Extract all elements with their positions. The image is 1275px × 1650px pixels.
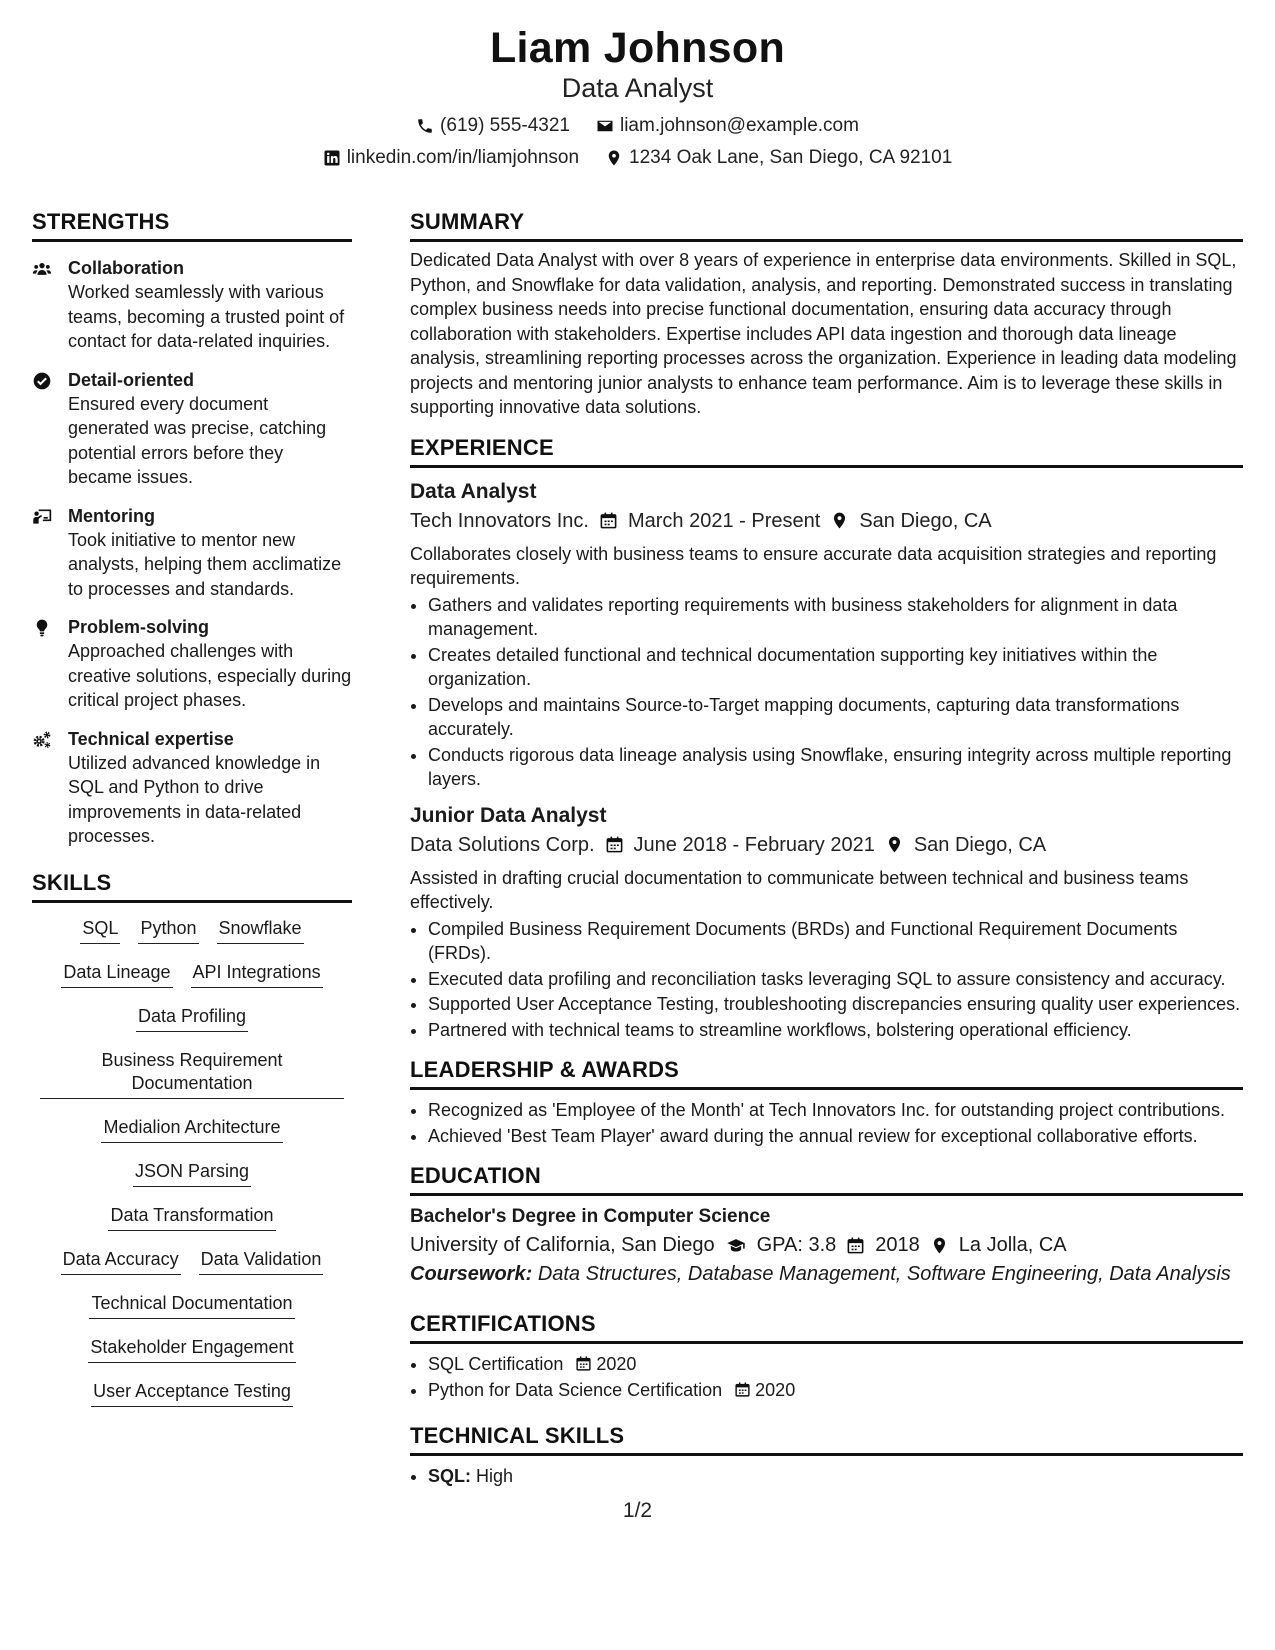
- strength-description: Utilized advanced knowledge in SQL and Python to drive improvements in data-related processes.: [68, 752, 321, 846]
- skill-tag: Data Accuracy: [61, 1248, 181, 1275]
- envelope-icon: [596, 117, 614, 135]
- map-marker-icon: [885, 835, 904, 854]
- skill-tag: Stakeholder Engagement: [88, 1336, 295, 1363]
- job-dates: March 2021 - Present: [627, 509, 821, 532]
- education-heading: EDUCATION: [410, 1162, 1243, 1196]
- strength-title: Collaboration: [68, 258, 184, 278]
- technical-skill-item: [428, 1464, 1243, 1489]
- candidate-title: Data Analyst: [561, 73, 714, 103]
- job-bullet: • Compiled Business Requirement Documents (BRDs) and Functional Requirement Documents (FRDs).: [428, 917, 1243, 966]
- job-bullet: • Conducts rigorous data lineage analysis using Snowflake, ensuring integrity across multiple reporting layers.: [428, 743, 1243, 792]
- email-text[interactable]: liam.johnson@example.com: [619, 115, 859, 136]
- email-contact[interactable]: [596, 114, 859, 138]
- award-item: • Recognized as 'Employee of the Month' at Tech Innovators Inc. for outstanding project contributions.: [428, 1098, 1243, 1123]
- calendar-icon: [734, 1381, 751, 1398]
- linkedin-text[interactable]: linkedin.com/in/liamjohnson: [346, 147, 580, 168]
- phone-text: (619) 555-4321: [440, 115, 570, 136]
- technical-skill-level: High: [476, 1466, 514, 1486]
- chalkboard-teacher-icon: [32, 507, 52, 527]
- leadership-list: [410, 1098, 1243, 1148]
- lightbulb-icon: [32, 618, 52, 638]
- job-entry: [410, 802, 1243, 1043]
- contact-row-1: [0, 114, 1275, 138]
- strength-item: [32, 504, 352, 602]
- skill-tag: Medialion Architecture: [101, 1116, 282, 1143]
- resume-header: [0, 22, 1275, 170]
- page-number: 1/2: [622, 1499, 653, 1522]
- linkedin-icon: [323, 149, 341, 167]
- job-bullet: • Develops and maintains Source-to-Target mapping documents, capturing data transformations accurately.: [428, 693, 1243, 742]
- job-meta: [410, 506, 1243, 536]
- job-title: Data Analyst: [410, 479, 537, 503]
- strength-title: Technical expertise: [68, 728, 234, 749]
- certification-name: Python for Data Science Certification: [428, 1379, 723, 1400]
- graduation-cap-icon: [725, 1236, 747, 1255]
- experience-heading: EXPERIENCE: [410, 434, 1243, 468]
- job-bullets: [410, 593, 1243, 792]
- job-bullet: • Gathers and validates reporting requirements with business stakeholders for alignment in data management.: [428, 593, 1243, 642]
- certification-name: SQL Certification: [428, 1354, 564, 1374]
- education-meta: [410, 1230, 1243, 1260]
- address-text: 1234 Oak Lane, San Diego, CA 92101: [629, 147, 953, 168]
- skill-tag: [40, 1049, 344, 1099]
- skill-tag: Data Profiling: [136, 1005, 248, 1032]
- job-location: San Diego, CA: [859, 509, 992, 532]
- strength-item: [32, 615, 352, 713]
- calendar-icon: [575, 1355, 592, 1372]
- strength-item: [32, 256, 352, 354]
- strength-item: [32, 727, 352, 849]
- summary-text: Dedicated Data Analyst with over 8 years of experience in enterprise data environments. Skilled in SQL, Python, and Snowflake for data validation, analysis, and reporting. Demonstrated success in translating complex business needs into precise functional documentation, ensuring data accuracy through collaboration with stakeholders. Expertise includes API data ingestion and thorough data lineage analysis, streamlining reporting processes across the organization. Experience in leading data modeling projects and mentoring junior analysts to enhance team performance. Aim is to leverage these skills in supporting innovative data solutions.: [410, 250, 1237, 417]
- skill-tag: Data Transformation: [108, 1204, 275, 1231]
- school-name: University of California, San Diego: [410, 1234, 715, 1256]
- technical-skills-list: [410, 1464, 1243, 1489]
- skill-tag: SQL: [80, 917, 120, 944]
- coursework: [410, 1260, 1243, 1288]
- skill-tag: Data Lineage: [61, 961, 172, 988]
- certifications-list: [410, 1352, 1243, 1402]
- technical-skill-name: SQL:: [428, 1466, 471, 1486]
- skills-list: [32, 917, 352, 1407]
- strength-title: Problem-solving: [68, 617, 210, 637]
- strength-description: Approached challenges with creative solutions, especially during critical project phases.: [68, 641, 352, 710]
- cogs-icon: [32, 730, 52, 750]
- skill-tag: API Integrations: [191, 961, 323, 988]
- leadership-heading: LEADERSHIP & AWARDS: [410, 1056, 1243, 1090]
- certification-item: [428, 1352, 1243, 1377]
- skill-tag-text: Business Requirement Documentation: [101, 1049, 283, 1093]
- job-bullet: • Supported User Acceptance Testing, troubleshooting discrepancies ensuring quality user experiences.: [428, 992, 1243, 1017]
- certification-item: [428, 1378, 1243, 1403]
- technical-skills-heading: TECHNICAL SKILLS: [410, 1422, 1243, 1456]
- skill-tag: Snowflake: [217, 917, 304, 944]
- strength-description: Worked seamlessly with various teams, becoming a trusted point of contact for data-related inquiries.: [68, 282, 345, 351]
- degree-title: Bachelor's Degree in Computer Science: [410, 1206, 771, 1227]
- coursework-text: Data Structures, Database Management, Software Engineering, Data Analysis: [537, 1263, 1231, 1285]
- candidate-name: Liam Johnson: [489, 24, 786, 72]
- phone-contact: [416, 114, 570, 138]
- summary-heading: SUMMARY: [410, 208, 1243, 242]
- calendar-icon: [605, 835, 624, 854]
- calendar-icon: [599, 511, 618, 530]
- users-icon: [32, 259, 52, 279]
- skill-tag: JSON Parsing: [133, 1160, 251, 1187]
- address-contact: [605, 146, 952, 170]
- job-title: Junior Data Analyst: [410, 803, 607, 827]
- job-bullet: • Creates detailed functional and technical documentation supporting key initiatives within the organization.: [428, 643, 1243, 692]
- linkedin-contact[interactable]: [323, 146, 579, 170]
- skill-tag: Data Validation: [199, 1248, 324, 1275]
- job-dates: June 2018 - February 2021: [633, 833, 875, 856]
- job-entry: [410, 478, 1243, 792]
- map-marker-icon: [605, 149, 623, 167]
- graduation-year: 2018: [875, 1234, 920, 1256]
- job-bullet: • Partnered with technical teams to streamline workflows, bolstering operational efficiency.: [428, 1018, 1243, 1043]
- contact-row-2: [0, 146, 1275, 170]
- certifications-heading: CERTIFICATIONS: [410, 1310, 1243, 1344]
- strength-description: Took initiative to mentor new analysts, helping them acclimatize to processes and standards.: [68, 529, 342, 599]
- certification-year: 2020: [596, 1354, 637, 1374]
- strength-description: Ensured every document generated was precise, catching potential errors before they became issues.: [68, 393, 327, 487]
- phone-icon: [416, 117, 434, 135]
- strength-title: Detail-oriented: [68, 369, 195, 390]
- strength-title: Mentoring: [68, 505, 155, 526]
- job-company: Data Solutions Corp.: [410, 833, 595, 856]
- right-column: [410, 208, 1243, 1490]
- school-location: La Jolla, CA: [958, 1234, 1067, 1256]
- certification-year: 2020: [755, 1379, 796, 1400]
- calendar-icon: [846, 1236, 865, 1255]
- map-marker-icon: [830, 511, 849, 530]
- map-marker-icon: [930, 1236, 949, 1255]
- gpa-text: GPA: 3.8: [756, 1234, 837, 1256]
- strength-item: [32, 368, 352, 490]
- skill-tag: Python: [138, 917, 198, 944]
- job-summary: Collaborates closely with business teams to ensure accurate data acquisition strategies and reporting requirements.: [410, 543, 1217, 588]
- job-summary: Assisted in drafting crucial documentation to communicate between technical and business teams effectively.: [410, 867, 1189, 912]
- left-column: [32, 208, 352, 1424]
- job-bullet: • Executed data profiling and reconciliation tasks leveraging SQL to assure consistency and accuracy.: [428, 967, 1243, 992]
- job-location: San Diego, CA: [913, 833, 1047, 856]
- skill-tag: Technical Documentation: [89, 1292, 294, 1319]
- job-bullets: [410, 917, 1243, 1043]
- award-item: • Achieved 'Best Team Player' award during the annual review for exceptional collaborative efforts.: [428, 1124, 1243, 1149]
- coursework-label: Coursework:: [410, 1263, 533, 1285]
- skill-tag: User Acceptance Testing: [91, 1380, 293, 1407]
- skills-heading: SKILLS: [32, 869, 352, 903]
- job-company: Tech Innovators Inc.: [410, 509, 589, 532]
- job-meta: [410, 830, 1243, 860]
- strengths-heading: STRENGTHS: [32, 208, 352, 242]
- check-circle-icon: [32, 371, 52, 391]
